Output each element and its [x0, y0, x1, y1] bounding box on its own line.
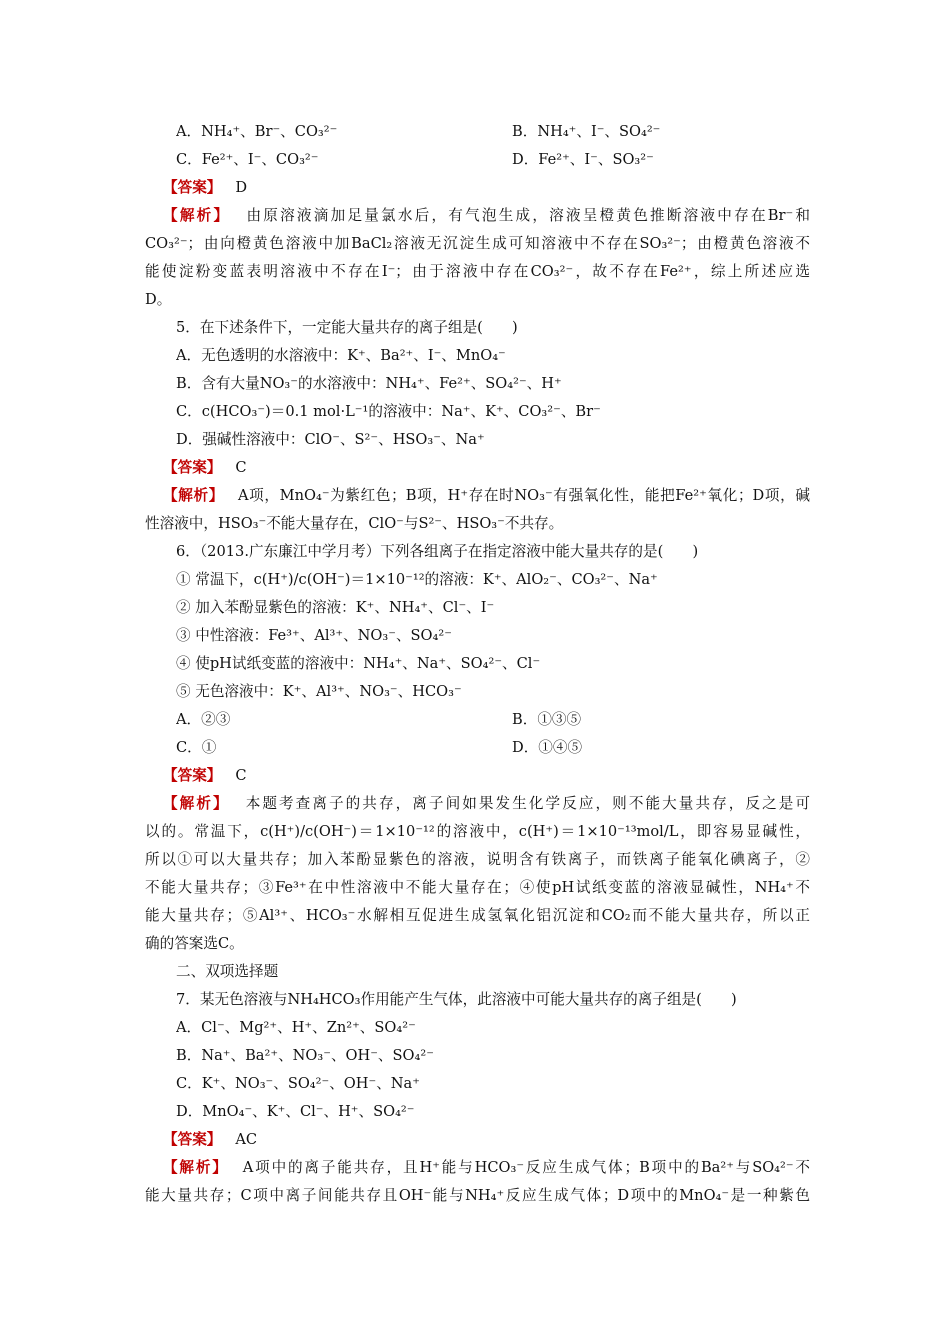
analysis-text: A项中的离子能共存，且H⁺能与HCO₃⁻反应生成气体；B项中的Ba²⁺与SO₄²⁻不: [242, 1159, 810, 1176]
q6-item-1: ① 常温下，c(H⁺)/c(OH⁻)＝1×10⁻¹²的溶液：K⁺、AlO₂⁻、CO₃²⁻、Na⁺: [176, 571, 658, 588]
q5-answer: [163, 458, 828, 478]
q7-analysis-line-2: 能大量共存；C项中离子间能共存且OH⁻能与NH₄⁺反应生成气体；D项中的MnO₄⁻是一种紫色: [145, 1187, 810, 1204]
q4-analysis-line-1: [163, 206, 810, 226]
q6-option-a: A．②③: [176, 711, 231, 728]
q5-option-c: C．c(HCO₃⁻)＝0.1 mol·L⁻¹的溶液中：Na⁺、K⁺、CO₃²⁻、Br⁻: [176, 403, 601, 420]
answer-tag: 【答案】: [163, 767, 222, 784]
q6-analysis-line-2: 以的。常温下，c(H⁺)/c(OH⁻)＝1×10⁻¹²的溶液中，c(H⁺)＝1×10⁻¹³mol/L，即容易显碱性，: [145, 823, 810, 840]
q4-option-b: B．NH₄⁺、I⁻、SO₄²⁻: [512, 123, 661, 140]
q5-stem: 5．在下述条件下，一定能大量共存的离子组是( ): [176, 319, 518, 336]
q6-analysis-line-5: 能大量共存；⑤Al³⁺、HCO₃⁻水解相互促进生成氢氧化铝沉淀和CO₂而不能大量共存，所以正: [145, 907, 810, 924]
q6-analysis-line-3: 所以①可以大量共存；加入苯酚显紫色的溶液，说明含有铁离子，而铁离子能氧化碘离子，②: [145, 851, 810, 868]
q7-option-a: A．Cl⁻、Mg²⁺、H⁺、Zn²⁺、SO₄²⁻: [176, 1019, 416, 1036]
analysis-tag: 【解析】: [163, 207, 231, 224]
q7-option-c: C．K⁺、NO₃⁻、SO₄²⁻、OH⁻、Na⁺: [176, 1075, 420, 1092]
q5-analysis-line-2: 性溶液中，HSO₃⁻不能大量存在，ClO⁻与S²⁻、HSO₃⁻不共存。: [145, 515, 564, 532]
q7-option-b: B．Na⁺、Ba²⁺、NO₃⁻、OH⁻、SO₄²⁻: [176, 1047, 434, 1064]
q4-option-c: C．Fe²⁺、I⁻、CO₃²⁻: [176, 151, 319, 168]
q4-option-a: A．NH₄⁺、Br⁻、CO₃²⁻: [176, 123, 338, 140]
q6-option-c: C．①: [176, 739, 217, 756]
analysis-text: 由原溶液滴加足量氯水后，有气泡生成，溶液呈橙黄色推断溶液中存在Br⁻和: [244, 207, 810, 224]
answer-value: AC: [235, 1131, 258, 1148]
analysis-tag: 【解析】: [163, 795, 230, 812]
q6-stem: 6．（2013.广东廉江中学月考）下列各组离子在指定溶液中能大量共存的是( ): [176, 543, 699, 560]
q4-answer: [163, 178, 828, 198]
answer-tag: 【答案】: [163, 459, 222, 476]
q7-option-d: D．MnO₄⁻、K⁺、Cl⁻、H⁺、SO₄²⁻: [176, 1103, 415, 1120]
q6-answer: [163, 766, 828, 786]
q5-option-d: D．强碱性溶液中：ClO⁻、S²⁻、HSO₃⁻、Na⁺: [176, 431, 485, 448]
q6-option-d: D．①④⑤: [512, 739, 583, 756]
q6-analysis-line-1: [163, 794, 810, 814]
q5-option-a: A．无色透明的水溶液中：K⁺、Ba²⁺、I⁻、MnO₄⁻: [176, 347, 506, 364]
q6-item-3: ③ 中性溶液：Fe³⁺、Al³⁺、NO₃⁻、SO₄²⁻: [176, 627, 452, 644]
analysis-tag: 【解析】: [163, 487, 224, 504]
answer-tag: 【答案】: [163, 1131, 222, 1148]
answer-value: C: [235, 459, 247, 476]
q6-option-b: B．①③⑤: [512, 711, 582, 728]
q4-analysis-line-2: CO₃²⁻；由向橙黄色溶液中加BaCl₂溶液无沉淀生成可知溶液中不存在SO₃²⁻；由橙黄色溶液不: [145, 235, 810, 252]
q4-option-d: D．Fe²⁺、I⁻、SO₃²⁻: [512, 151, 654, 168]
q7-stem: 7．某无色溶液与NH₄HCO₃作用能产生气体，此溶液中可能大量共存的离子组是( ): [176, 991, 737, 1008]
answer-value: C: [235, 767, 247, 784]
q6-analysis-line-6: 确的答案选C。: [145, 935, 244, 952]
q7-analysis-line-1: [163, 1158, 810, 1178]
q6-item-5: ⑤ 无色溶液中：K⁺、Al³⁺、NO₃⁻、HCO₃⁻: [176, 683, 462, 700]
q6-item-4: ④ 使pH试纸变蓝的溶液中：NH₄⁺、Na⁺、SO₄²⁻、Cl⁻: [176, 655, 541, 672]
q6-item-2: ② 加入苯酚显紫色的溶液：K⁺、NH₄⁺、Cl⁻、I⁻: [176, 599, 495, 616]
analysis-text: 本题考查离子的共存，离子间如果发生化学反应，则不能大量共存，反之是可: [243, 795, 810, 812]
answer-value: D: [235, 179, 248, 196]
section-heading: 二、双项选择题: [176, 963, 279, 980]
q4-analysis-line-4: D。: [145, 291, 172, 308]
q5-option-b: B．含有大量NO₃⁻的水溶液中：NH₄⁺、Fe²⁺、SO₄²⁻、H⁺: [176, 375, 562, 392]
answer-tag: 【答案】: [163, 179, 222, 196]
q6-analysis-line-4: 不能大量共存；③Fe³⁺在中性溶液中不能大量存在；④使pH试纸变蓝的溶液显碱性，NH₄⁺不: [145, 879, 810, 896]
analysis-text: A项，MnO₄⁻为紫红色；B项，H⁺存在时NO₃⁻有强氧化性，能把Fe²⁺氧化；D项，碱: [237, 487, 810, 504]
analysis-tag: 【解析】: [163, 1159, 229, 1176]
q7-answer: [163, 1130, 828, 1150]
q4-analysis-line-3: 能使淀粉变蓝表明溶液中不存在I⁻；由于溶液中存在CO₃²⁻，故不存在Fe²⁺，综上所述应选: [145, 263, 810, 280]
q5-analysis-line-1: [163, 486, 810, 506]
